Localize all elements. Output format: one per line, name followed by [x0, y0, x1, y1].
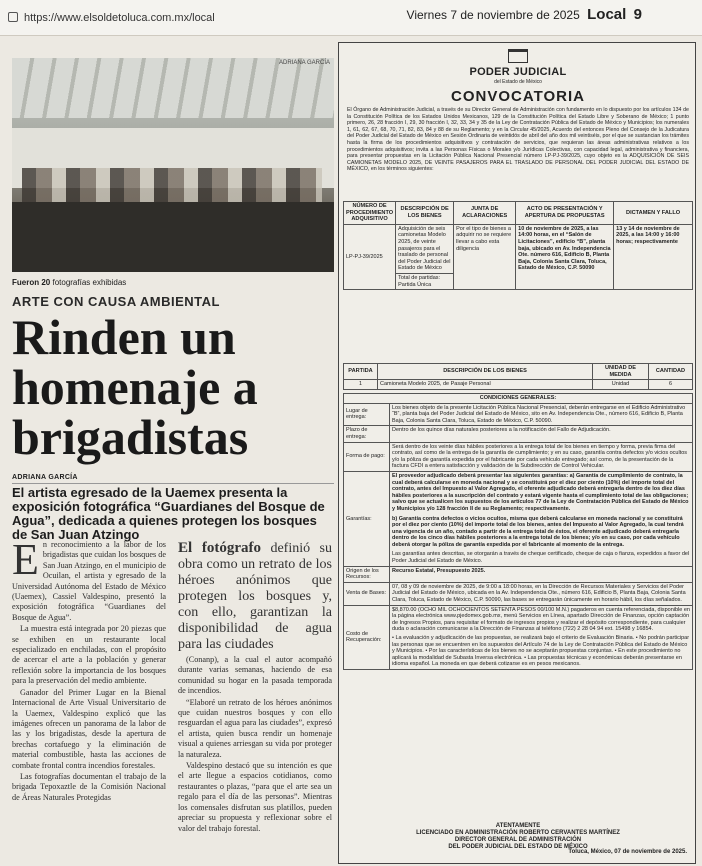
article-headline: Rinden un homenaje a brigadistas [12, 309, 258, 465]
page-url[interactable]: https://www.elsoldetoluca.com.mx/local [24, 12, 215, 24]
dateline [407, 6, 642, 23]
items-table: PARTIDA DESCRIPCIÓN DE LOS BIENES UNIDAD DE MEDIDA CANTIDAD 1 Camioneta Modelo 2025, de Pasaje Personal Unidad 6 [343, 363, 693, 390]
procedure-number: LP-PJ-39/2025 [344, 224, 396, 289]
body-column-2: El fotógrafo definió su obra como un retrato de los héroes anónimos que protegen los bosques y, con ello, garantizan la disponibilidad de agua para las ciudades (Conanp), a la cual el autor acompañó durante varias semanas, haciendo de esa comunidad su hogar en la pasada temporada de incendios. “Elaboré un retrato de los héroes anónimos que cuidan nuestros bosques y con ello resguardan el agua para las ciudades”, expresó el artista, quien busca rendir un homenaje visual a quienes arriesgan su vida por proteger la naturaleza. Valdespino destacó que su intención es que el arte llegue a espacios cotidianos, como restaurantes o plazas, “para que el arte sea un regalo para el día de las personas”. Mientras los comensales disfrutan sus platillos, pueden apreciar su propuesta y reflexionar sobre el valor del trabajo forestal. [178, 540, 332, 833]
article-deck: El artista egresado de la Uaemex presenta la exposición fotográfica “Guardianes del Bosque de Agua”, dedicada a quienes protegen los bosques de San Juan Atzingo [12, 485, 325, 542]
photo-caption: Fueron 20 fotografías exhibidas [12, 278, 127, 287]
notice-org-sub: del Estado de México [494, 79, 542, 85]
public-notice [338, 42, 696, 864]
article-byline: ADRIANA GARCÍA [12, 474, 78, 481]
notice-intro: El Órgano de Administración Judicial, a través de su Director General de Administración con fundamento en lo dispuesto por los artículos 134 de la Constitución Política de los Estados Unidos Mexicanos, 129 de la Constitución Política del Estado Libre y Soberano de México; 1 punto primero, 26, 28 fracción I, 29, 30 fracción I, 32, 33, 34 y 35 de la Ley de Contratación Pública del Estado de México y Municipios; los numerales 1, 61, 62, 67, 68, 70, 71, 82, 83, 84 y 88 de su Reglamento; y en la Circular 45/2025, Acuerdo del entonces Pleno del Consejo de la Judicatura del Poder Judicial del Estado de México en Sesión Ordinaria de veintidós de abril del año dos mil veintiséis, por el que se sustancian los trámites hasta la firma de los procedimientos adquisitivos y contratación de servicios, que requieran las áreas administrativas relativos a los procedimientos adquisitivos; invita a las Personas Físicas o Morales y/o Jurídicas Colectivas, con capacidad legal, administrativa y financiera, para presentar propuestas en la Licitación Pública Nacional Presencial número LP-PJ-39/2025, cuyo objeto es la ADQUISICIÓN DE SEIS CAMIONETAS MODELO 2025, DE VEINTE PASAJEROS PARA EL TRASLADO DE PERSONAL DEL PODER JUDICIAL DEL ESTADO DE MÉXICO, en los términos siguientes: [347, 107, 689, 173]
section-name: Local [587, 6, 627, 23]
article-photo [12, 58, 334, 272]
conditions-table: CONDICIONES GENERALES: Lugar de entrega: Los bienes objeto de la presente Licitación Pública Nacional Presencial, deberán entregarse en el Edificio Administrativo “B”, planta baja del Poder Judicial del Estado de México, sito en Av. Independencia Ote., número 616, Edificio B, Planta Baja, Colonia Santa Clara, Toluca, Estado de México, C.P. 50090. Plazo de entrega: Dentro de los quince días naturales posteriores a la notificación del Fallo de Adjudicación. Forma de pago: Será dentro de los veinte días hábiles posteriores a la entrega total de los bienes en tiempo y forma, previa firma del contrato, así como de la entrega de la garantía de cumplimiento; y en su caso, garantía contra defectos y/o vicios ocultos y/o la póliza de garantía expedida por el fabricante por cada vehículo entregado; así como, de la presentación de la factura CFDI a entera satisfacción y validación de la Subdirección de Control Vehicular. Garantías: El proveedor adjudicado deberá presentar las siguientes garantías: a) Garantía de cumplimiento de contrato, la cual deberá calcularse en moneda nacional y se constituirá por el diez por ciento (10%) del importe total del contrato, antes del Impuesto al Valor Agregado, el oferente adjudicado deberá entregarla dentro de los diez días hábiles posteriores a la suscripción del contrato y estará vigente hasta el cumplimiento total de las obligaciones; salvo que se actualicen los supuestos de los artículos 77 de la Ley de Contratación Pública del Estado de México y Municipios y/o 128 fracción II de su Reglamento; respectivamente. b) Garantía contra defectos o vicios ocultos, misma que deberá calcularse en moneda nacional y se constituirá por el diez por ciento (10%) del importe total de los bienes, antes del Impuesto al Valor Agregado, la cual tendrá una vigencia de un año, contado a partir de la entrega total de éstos, el oferente adjudicado deberá entregarla dentro de los cinco días hábiles posteriores a la entrega total de los bienes; y/o en su caso, por cada vehículo deberá otorgar la póliza de garantía expedida por el fabricante al momento de la entrega. Las garantías antes descritas, se otorgarán a través de cheque certificado, cheque de caja o fianza, expedidos a favor del Poder Judicial del Estado de México. Origen de los Recursos: Recurso Estatal, Presupuesto 2025. Venta de Bases: 07, 08 y 09 de noviembre de 2025, de 9:00 a 18:00 horas, en la Dirección de Recursos Materiales y Servicios del Poder Judicial del Estado de México, ubicada en la Av. Independencia Ote., número 616, Edificio B, Planta Baja, Colonia Santa Clara, Toluca, Estado de México, C.P. 50090, las bases se entregarán únicamente en horario hábil, los días señalados. Costo de Recuperación: $8,870.00 (OCHO MIL OCHOCIENTOS SETENTA PESOS 00/100 M.N.) pagaderos en cuenta referenciada, disponible en la página electrónica www.pjedomex.gob.mx, menú Servicios en Línea, apartado Dirección de Finanzas, opción captación de Ingresos Propios, para requisitar el formato de ingresos propios y realizar el depósito correspondiente, para cualquier duda o aclaración comunicarse a la Dirección de Finanzas al teléfono (722) 2 28 04 94 ext. 15498 y 16854. • La evaluación y adjudicación de las propuestas, se realizará bajo el criterio de Evaluación Binaria. • No podrán participar las personas que se encuentren en los supuestos del Artículo 74 de la Ley de Contratación Pública del Estado de México y Municipios. • Por las características de los bienes no se aceptarán propuestas conjuntas. • En este procedimiento no aplicará la modalidad de Subasta Inversa electrónica. • Las propuestas técnicas y económicas deberán presentarse en idioma español. La moneda en que deberá cotizarse es en pesos mexicanos. [343, 393, 693, 670]
page-header [0, 0, 702, 36]
procedure-table: NÚMERO DE PROCEDIMIENTO ADQUISITIVO DESCRIPCIÓN DE LOS BIENES JUNTA DE ACLARACIONES ACTO DE PRESENTACIÓN Y APERTURA DE PROPUESTAS DICTAMEN Y FALLO LP-PJ-39/2025 Adquisición de seis camionetas Modelo 2025, de veinte pasajeros para el traslado de personal del Poder Judicial del Estado de México Por el tipo de bienes a adquirir no se requiere llevar a cabo esta diligencia 10 de noviembre de 2025, a las 14:00 horas, en el “Salón de Licitaciones”, edificio “B”, planta baja, ubicado en Av. Independencia Ote. número 616, Edificio B, Planta Baja, Colonia Santa Clara, Toluca, Estado de México, C.P. 50090 13 y 14 de noviembre de 2025, a las 14:00 y 16:00 horas; respectivamente Total de partidas: Partida Única [343, 201, 693, 290]
notice-date: Toluca, México, 07 de noviembre de 2025. [568, 849, 687, 855]
page-number: 9 [633, 6, 642, 23]
article-kicker: ARTE CON CAUSA AMBIENTAL [12, 294, 220, 309]
article [12, 46, 334, 866]
drop-cap: E [12, 535, 39, 584]
court-seal-icon [508, 49, 528, 63]
notice-signature: ATENTAMENTE LICENCIADO EN ADMINISTRACIÓN ROBERTO CERVANTES MARTÍNEZ DIRECTOR GENERAL DE ADMINISTRACIÓN DEL PODER JUDICIAL DEL ESTADO DE MÉXICO [416, 823, 620, 850]
body-column-1: En reconocimiento a la labor de los brigadistas que cuidan los bosques de San Juan Atzingo, en el municipio de Ocuilan, el artista y egresado de la Universidad Autónoma del Estado de México (Uaemex), Cassiel Valdespino, presentó la exposición fotográfica “Guardianes del Bosque de Agua”. La muestra está integrada por 20 piezas que se exhiben en un restaurante local especializado en enchiladas, con el propósito de acercar el arte a la población y generar reflexión sobre la importancia de los bosques para la preservación del medio ambiente. Ganador del Primer Lugar en la Bienal Internacional de Arte Visual Universitario de la Uaemex, Valdespino explicó que las imágenes ofrecen un panorama de la labor de las y los brigadistas, desde la apertura de brechas cortafuego y la eliminación de material combustible, hasta las acciones de combate frontal contra incendios forestales. Las fotografías documentan el trabajo de la brigada Tepoxaztle de la Comisión Nacional de Áreas Naturales Protegidas [12, 535, 166, 802]
issue-date: Viernes 7 de noviembre de 2025 [406, 8, 580, 22]
lock-icon [8, 12, 18, 22]
photo-credit: ADRIANA GARCÍA [278, 60, 330, 66]
notice-org: PODER JUDICIAL [469, 66, 567, 78]
notice-title: CONVOCATORIA [451, 88, 585, 105]
pull-quote: El fotógrafo definió su obra como un retrato de los héroes anónimos que protegen los bosques y, con ello, garantizan la disponibilidad de agua para las ciudades [178, 540, 332, 652]
